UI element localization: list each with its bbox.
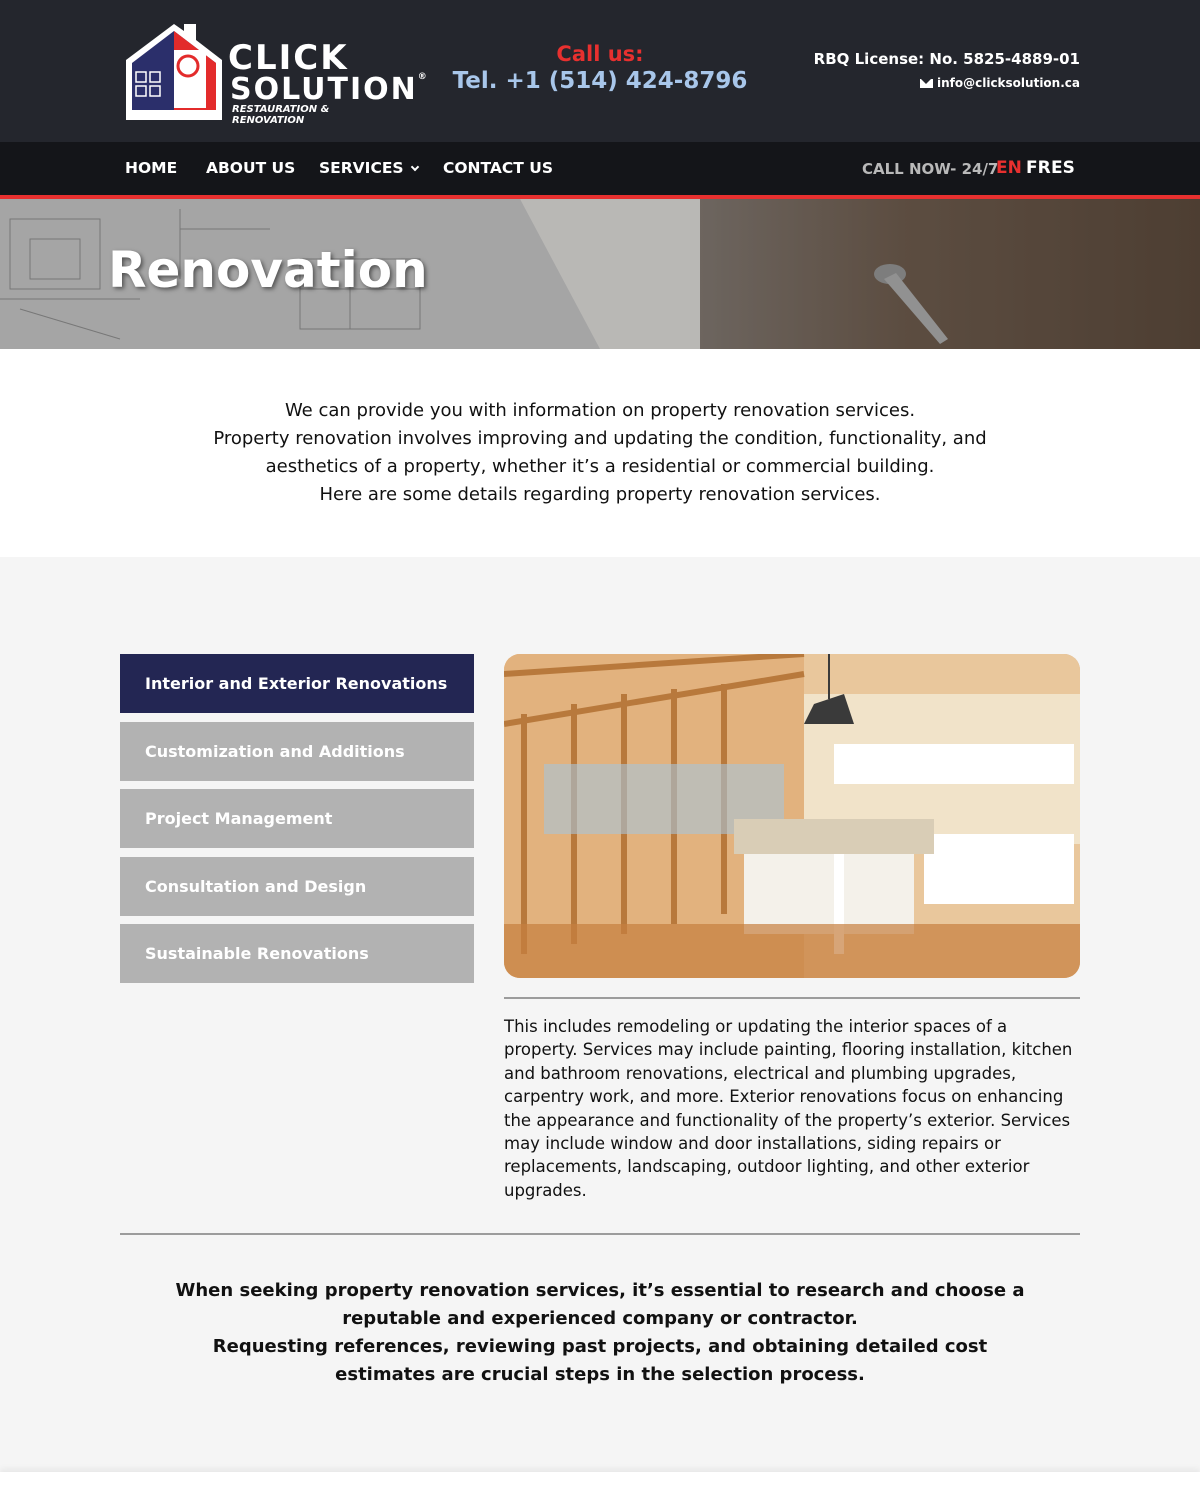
top-header: [0, 0, 1200, 142]
nav-about-us[interactable]: ABOUT US: [206, 159, 296, 177]
tab-customization-additions[interactable]: Customization and Additions: [120, 722, 474, 781]
intro-line-1: We can provide you with information on property renovation services.: [284, 400, 916, 421]
kitchen-renovation-image: [504, 654, 1080, 978]
rbq-license: RBQ License: No. 5825-4889-01: [813, 50, 1080, 68]
email-text: info@clicksolution.ca: [936, 76, 1080, 90]
logo-tagline: RESTAURATION & RENOVATION: [232, 104, 330, 126]
nav-contact-us[interactable]: CONTACT US: [443, 159, 553, 177]
phone-link[interactable]: Tel. +1 (514) 424-8796: [452, 68, 748, 94]
logo[interactable]: [124, 20, 427, 126]
divider: [120, 1233, 1080, 1235]
call-us-label: Call us:: [556, 42, 644, 66]
intro-text: [180, 397, 1020, 509]
closing-statement: [160, 1277, 1040, 1389]
closing-line-2: Requesting references, reviewing past projects, and obtaining detailed cost estimates are crucial steps in the selection process.: [212, 1336, 988, 1385]
envelope-icon: [920, 79, 933, 88]
chevron-down-icon: [410, 163, 418, 171]
intro-section: [0, 349, 1200, 557]
logo-wordmark-top: CLICK: [228, 38, 349, 78]
main-nav: [0, 142, 1200, 199]
closing-line-1: When seeking property renovation services, it’s essential to research and choose a reputable and experienced company or contractor.: [175, 1280, 1025, 1329]
lang-es[interactable]: ES: [1051, 158, 1075, 178]
email-link[interactable]: [920, 76, 1080, 90]
nav-home[interactable]: HOME: [125, 159, 178, 177]
registered-mark: ®: [417, 72, 427, 82]
lang-fr[interactable]: FR: [1026, 158, 1051, 178]
call-now-label: CALL NOW- 24/7: [862, 160, 999, 178]
tab-project-management[interactable]: Project Management: [120, 789, 474, 848]
lang-en[interactable]: EN: [996, 158, 1022, 178]
footer-strip: [0, 1472, 1200, 1500]
services-tabs-section: [0, 557, 1200, 1472]
nav-services-label: SERVICES: [319, 159, 404, 177]
intro-line-2: Property renovation involves improving and updating the condition, functionality, and aesthetics of a property, whether it’s a residential or commercial building.: [213, 428, 987, 477]
logo-wordmark-bottom: [230, 72, 427, 107]
house-logo-icon: [124, 20, 224, 122]
kitchen-framing-illustration: [504, 654, 1080, 978]
tab-consultation-design[interactable]: Consultation and Design: [120, 857, 474, 916]
hero-banner: [0, 199, 1200, 349]
logo-wordmark-bottom-text: SOLUTION: [230, 72, 418, 107]
nav-services[interactable]: [319, 159, 418, 177]
tab-description: This includes remodeling or updating the interior spaces of a property. Services may include painting, flooring installation, kitchen and bathroom renovations, electrical and plumbing upgrades, carpentry work, and more. Exterior renovations focus on enhancing the appearance and functionality of the property’s exterior. Services may include window and door installations, siding repairs or replacements, landscaping, outdoor lighting, and other exterior upgrades.: [504, 1017, 1073, 1200]
tab-interior-exterior[interactable]: Interior and Exterior Renovations: [120, 654, 474, 713]
page-title: Renovation: [108, 241, 428, 299]
tab-sustainable-renovations[interactable]: Sustainable Renovations: [120, 924, 474, 983]
intro-line-3: Here are some details regarding property renovation services.: [319, 484, 881, 505]
divider: [504, 997, 1080, 999]
